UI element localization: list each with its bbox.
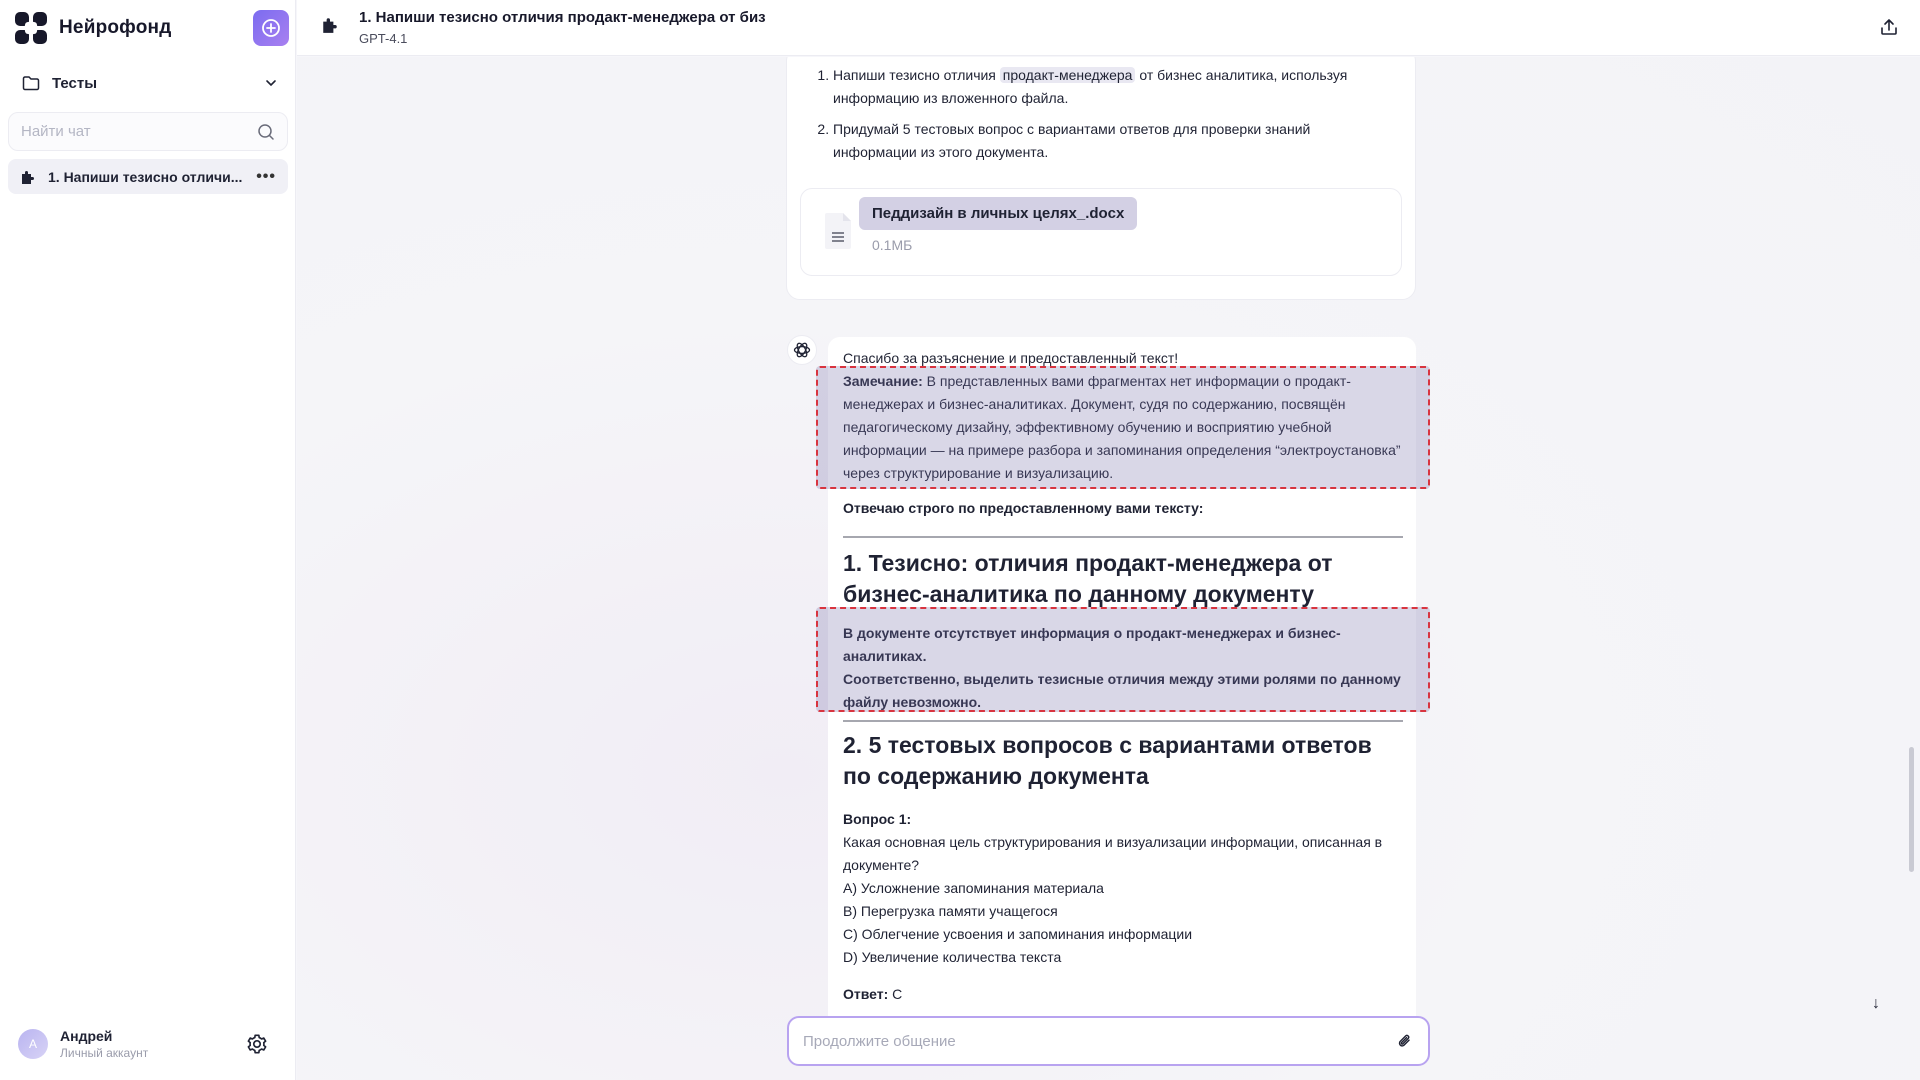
chevron-down-icon[interactable] (264, 76, 278, 90)
logo-icon (14, 11, 48, 45)
highlighted-text: продакт-менеджера (1000, 67, 1136, 83)
annotation-box-absent (816, 607, 1430, 712)
strict-answer-text: Отвечаю строго по предоставленному вами тексту: (843, 500, 1204, 516)
paperclip-icon[interactable] (1396, 1032, 1414, 1050)
absent-info-1: В документе отсутствует информация о продакт-менеджерах и бизнес-аналитиках. (843, 625, 1341, 664)
user-message (786, 57, 1416, 300)
share-icon[interactable] (1879, 17, 1899, 37)
scroll-down-icon[interactable]: ↓ (1872, 995, 1880, 1012)
attachment-name: Педдизайн в личных целях_.docx (859, 197, 1137, 230)
annotation-box-note (816, 366, 1430, 489)
list-item: 1. Напиши тезисно отличия продакт-менеджера от бизнес аналитика, используя информацию из вложенного файла. (833, 64, 1397, 110)
chat-area (297, 57, 1920, 1080)
puzzle-icon (321, 16, 339, 34)
divider (843, 720, 1403, 722)
absent-info-2: Соответственно, выделить тезисные отличия между этими ролями по данному файлу невозможно. (843, 671, 1401, 710)
document-icon (823, 211, 853, 251)
answer-text: Ответ: C (843, 986, 903, 1002)
intro-text: Спасибо за разъяснение и предоставленный текст! (843, 350, 1179, 366)
folder-label: Тесты (52, 74, 98, 92)
list-item: 2. Придумай 5 тестовых вопрос с вариантами ответов для проверки знаний информации из этого документа. (833, 118, 1397, 164)
user-name: Андрей (60, 1028, 113, 1044)
question-option: A) Усложнение запоминания материала (843, 880, 1104, 896)
attachment-size: 0.1МБ (872, 237, 913, 253)
sidebar-chat-item[interactable] (8, 159, 288, 194)
new-chat-button[interactable] (253, 10, 289, 46)
openai-icon (792, 340, 812, 360)
message-input[interactable] (803, 1033, 1396, 1050)
avatar: A (18, 1029, 48, 1059)
folder-tests[interactable] (22, 70, 278, 96)
brand[interactable] (14, 10, 172, 46)
search-input[interactable] (21, 123, 257, 140)
brand-name: Нейрофонд (59, 17, 172, 38)
chat-header (297, 0, 1920, 56)
more-icon[interactable]: ••• (256, 167, 276, 185)
question-text: Какая основная цель структурирования и визуализации информации, описанная в документе? (843, 834, 1383, 873)
section-heading-1: 1. Тезисно: отличия продакт-менеджера от бизнес-аналитика по данному документу (843, 550, 1333, 607)
scrollbar[interactable] (1909, 747, 1914, 872)
puzzle-icon (20, 169, 36, 185)
attachment-card[interactable] (800, 188, 1402, 276)
question-option: B) Перегрузка памяти учащегося (843, 903, 1058, 919)
section-heading-2: 2. 5 тестовых вопросов с вариантами ответов по содержанию документа (843, 732, 1372, 789)
model-label[interactable]: GPT-4.1 (359, 31, 408, 46)
message-composer (787, 1016, 1430, 1066)
search-box (8, 112, 288, 151)
chat-title: 1. Напиши тезисно отличия продакт-менеджера от биз (359, 9, 766, 26)
folder-icon (22, 75, 40, 91)
question-label: Вопрос 1: (843, 811, 912, 827)
question-option: D) Увеличение количества текста (843, 949, 1062, 965)
note-paragraph: Замечание: В представленных вами фрагментах нет информации о продакт-менеджерах и бизнес-аналитиках. Документ, судя по содержанию, посвящён педагогическому дизайну, эффективному обучению и восприятию учебной информации — на примере разбора и запоминания определения “электроустановка” через структурирование и визуализацию. (843, 373, 1401, 481)
sidebar (0, 0, 296, 1080)
chat-title: 1. Напиши тезисно отличи... (48, 168, 243, 185)
plus-circle-icon (261, 18, 281, 38)
divider (843, 536, 1403, 538)
user-account-type: Личный аккаунт (60, 1046, 149, 1060)
gear-icon[interactable] (246, 1033, 268, 1055)
assistant-avatar (787, 335, 817, 365)
search-icon[interactable] (257, 123, 275, 141)
question-option: C) Облегчение усвоения и запоминания информации (843, 926, 1193, 942)
user-profile[interactable] (18, 1028, 148, 1060)
